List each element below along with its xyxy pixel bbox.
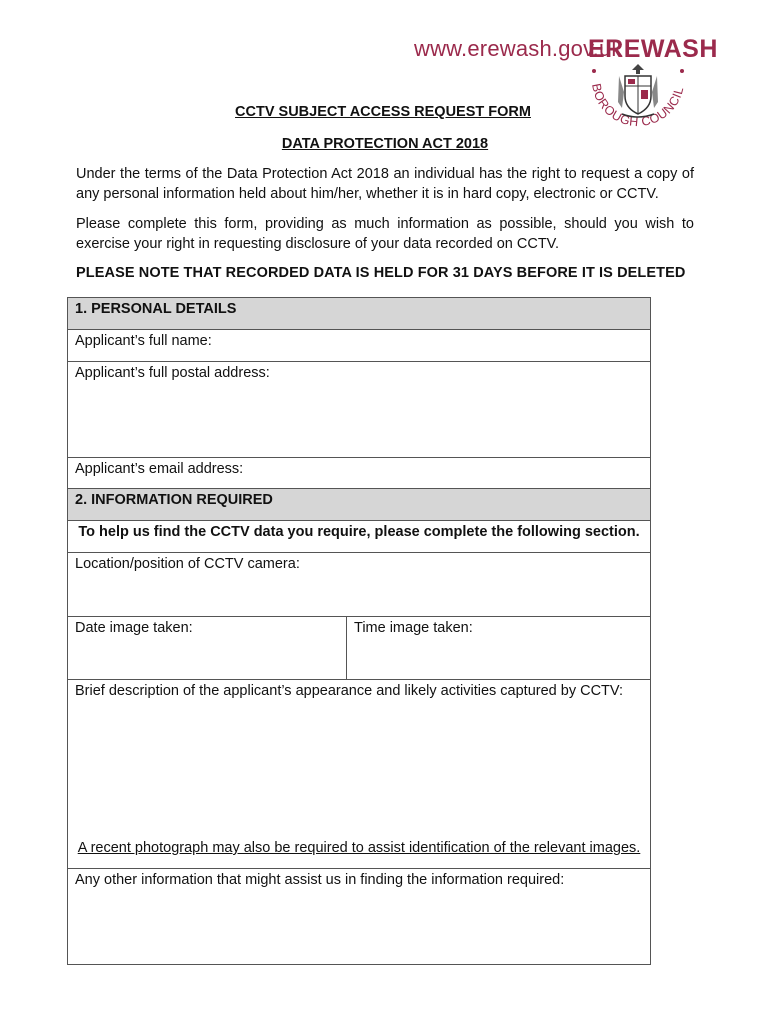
field-label: Time image taken: — [354, 620, 473, 636]
field-label: Applicant’s full name: — [75, 333, 212, 349]
appearance-description-field[interactable] — [67, 679, 651, 869]
field-label: Any other information that might assist us in finding the information required: — [75, 872, 565, 888]
council-website-url: www.erewash.gov.uk — [414, 36, 623, 61]
svg-text:BOROUGH COUNCIL: BOROUGH COUNCIL — [589, 82, 687, 130]
section-heading: 1. PERSONAL DETAILS — [75, 301, 237, 317]
photograph-note: A recent photograph may also be required to assist identification of the relevant images. — [77, 840, 641, 856]
section-heading: 2. INFORMATION REQUIRED — [75, 492, 273, 508]
camera-location-field[interactable] — [67, 552, 651, 617]
section-information-required-header — [67, 488, 651, 521]
retention-notice: PLEASE NOTE THAT RECORDED DATA IS HELD FOR 31 DAYS BEFORE IT IS DELETED — [76, 265, 686, 281]
council-brand-name: EREWASH — [588, 35, 718, 63]
email-address-field[interactable] — [67, 457, 651, 489]
act-title: DATA PROTECTION ACT 2018 — [281, 136, 489, 152]
field-label: Date image taken: — [75, 620, 193, 636]
intro-paragraph: Under the terms of the Data Protection Act 2018 an individual has the right to request a copy of any personal information held about him/her, whether it is in hard copy, electronic or CCTV. — [76, 166, 694, 202]
other-information-field[interactable] — [67, 868, 651, 965]
field-label: Location/position of CCTV camera: — [75, 556, 300, 572]
section-personal-details-header — [67, 297, 651, 330]
postal-address-field[interactable] — [67, 361, 651, 458]
date-time-row — [67, 616, 651, 680]
time-taken-field[interactable] — [347, 617, 651, 679]
form-title: CCTV SUBJECT ACCESS REQUEST FORM — [235, 104, 531, 120]
section-intro-row — [67, 520, 651, 553]
full-name-field[interactable] — [67, 329, 651, 362]
instruction-paragraph: Please complete this form, providing as much information as possible, should you wish to exercise your right in requesting disclosure of your data recorded on CCTV. — [76, 216, 694, 252]
field-label: Brief description of the applicant’s appearance and likely activities captured by CCTV: — [75, 683, 624, 699]
field-label: Applicant’s email address: — [75, 461, 244, 477]
field-label: Applicant’s full postal address: — [75, 365, 270, 381]
section-intro-text: To help us find the CCTV data you require, please complete the following section. — [78, 524, 640, 540]
date-taken-field[interactable] — [68, 617, 346, 679]
